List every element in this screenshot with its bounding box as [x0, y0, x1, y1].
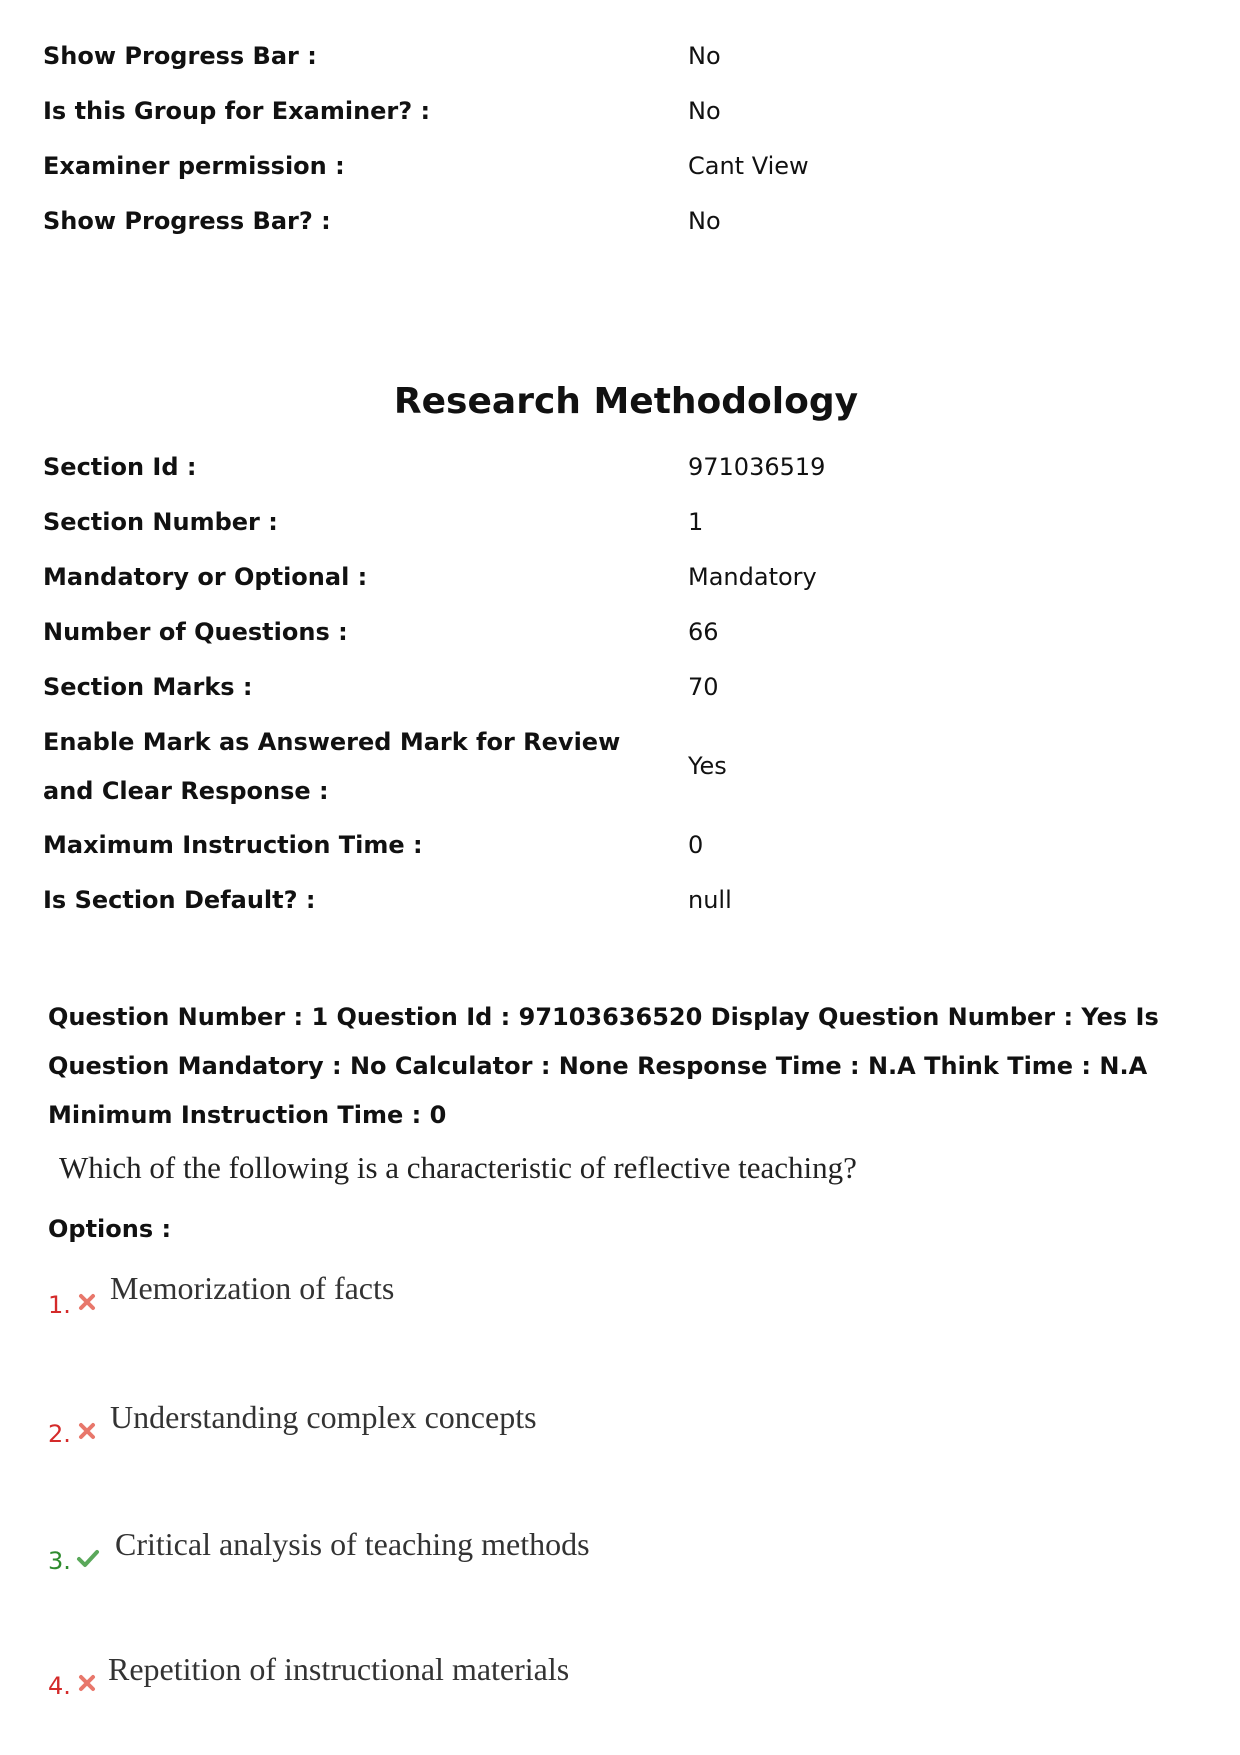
option-text: Repetition of instructional materials — [108, 1651, 570, 1687]
field-label: Is this Group for Examiner? : — [43, 97, 431, 125]
option-item-correct — [48, 1524, 1148, 1584]
option-number: 2. — [48, 1420, 71, 1448]
option-number: 3. — [48, 1547, 71, 1575]
cross-icon — [77, 1421, 97, 1441]
options-label: Options : — [48, 1215, 172, 1243]
field-value: No — [688, 42, 721, 70]
field-value: No — [688, 97, 721, 125]
field-value: 66 — [688, 618, 719, 646]
option-number: 4. — [48, 1672, 71, 1700]
field-value: 0 — [688, 831, 704, 859]
field-value: Mandatory — [688, 563, 817, 591]
option-item — [48, 1649, 1148, 1709]
field-value: null — [688, 886, 732, 914]
field-value: 1 — [688, 508, 704, 536]
field-label: Mandatory or Optional : — [43, 563, 368, 591]
field-value: No — [688, 207, 721, 235]
question-meta: Question Number : 1 Question Id : 97103636520 Display Question Number : Yes Is Question Mandatory : No Calculator : None Response Time : N.A Think Time : N.A Minimum Instruction Time : 0 — [48, 1003, 1159, 1129]
option-text: Critical analysis of teaching methods — [115, 1526, 590, 1562]
option-item — [48, 1397, 1148, 1457]
question-text: Which of the following is a characteristic of reflective teaching? — [59, 1150, 857, 1185]
field-label: Examiner permission : — [43, 152, 345, 180]
field-label: Section Number : — [43, 508, 278, 536]
cross-icon — [77, 1292, 97, 1312]
field-label: Is Section Default? : — [43, 886, 316, 914]
option-number: 1. — [48, 1291, 71, 1319]
option-text: Understanding complex concepts — [110, 1399, 537, 1435]
cross-icon — [77, 1673, 97, 1693]
option-text: Memorization of facts — [110, 1270, 395, 1306]
check-icon — [76, 1548, 100, 1568]
field-value: 971036519 — [688, 453, 826, 481]
field-label: Number of Questions : — [43, 618, 348, 646]
field-label: Enable Mark as Answered Mark for Review and Clear Response : — [43, 728, 621, 805]
field-label: Show Progress Bar? : — [43, 207, 331, 235]
field-enable-mark-as-answered — [0, 718, 1240, 816]
section-title: Research Methodology — [393, 381, 859, 422]
option-item — [48, 1268, 1148, 1328]
field-label: Section Id : — [43, 453, 197, 481]
field-value: 70 — [688, 673, 719, 701]
field-label: Maximum Instruction Time : — [43, 831, 423, 859]
field-label: Show Progress Bar : — [43, 42, 317, 70]
field-value: Yes — [688, 752, 727, 780]
field-label: Section Marks : — [43, 673, 253, 701]
field-value: Cant View — [688, 152, 809, 180]
